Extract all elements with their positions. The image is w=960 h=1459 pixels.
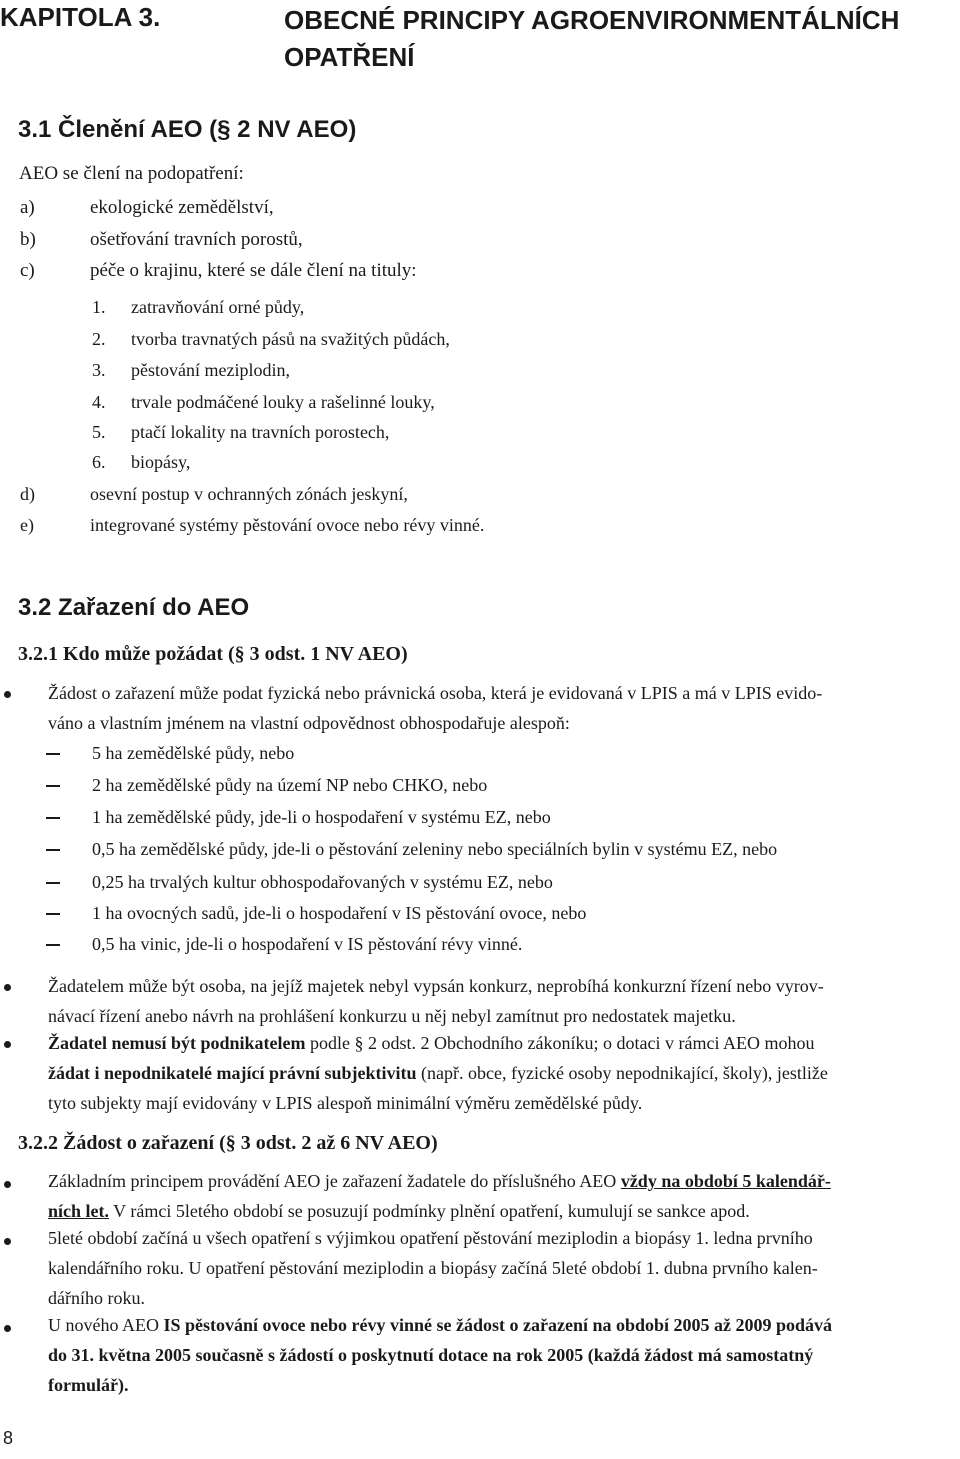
text-run: (např. obce, fyzické osoby nepodnikající, školy), jestliže	[416, 1063, 828, 1083]
section-3-1-intro: AEO se člení na podopatření:	[19, 163, 244, 184]
dash-marker	[46, 882, 60, 884]
chapter-label: KAPITOLA 3.	[0, 2, 161, 32]
text-run: Základním principem provádění AEO je zařazení žadatele do příslušného AEO	[48, 1171, 621, 1191]
text-line	[48, 1166, 831, 1196]
list-item	[20, 255, 417, 287]
dash-marker	[46, 944, 60, 946]
bullet	[4, 1325, 11, 1332]
text-line	[48, 1340, 832, 1370]
section-3-2-1-heading: 3.2.1 Kdo může požádat (§ 3 odst. 1 NV AEO)	[18, 643, 408, 665]
list-text: integrované systémy pěstování ovoce nebo révy vinné.	[90, 515, 485, 535]
item-text: zatravňování orné půdy,	[131, 297, 305, 317]
bold-text: do 31. května 2005 současně s žádostí o poskytnutí dotace na rok 2005 (každá žádost má samostatný	[48, 1345, 814, 1365]
numbered-item	[92, 354, 290, 386]
list-item: 2 ha zemědělské půdy na území NP nebo CHKO, nebo	[92, 775, 488, 795]
item-number: 5.	[92, 422, 106, 442]
chapter-title: OBECNÉ PRINCIPY AGROENVIRONMENTÁLNÍCH OPATŘENÍ	[284, 5, 900, 72]
text-line	[48, 1370, 832, 1400]
item-number: 6.	[92, 452, 106, 472]
bold-text: formulář).	[48, 1375, 129, 1395]
list-item	[20, 509, 485, 541]
item-number: 2.	[92, 329, 106, 349]
bullet	[4, 1238, 11, 1245]
text-line	[48, 1058, 828, 1088]
bold-text: žádat i nepodnikatelé mající právní subjektivitu	[48, 1063, 417, 1083]
bullet	[4, 1041, 11, 1048]
numbered-item	[92, 416, 390, 448]
paragraph	[48, 1166, 831, 1226]
numbered-item	[92, 291, 305, 323]
list-text: ošetřování travních porostů,	[90, 229, 303, 250]
list-item: 0,25 ha trvalých kultur obhospodařovaných v systému EZ, nebo	[92, 872, 553, 892]
bold-underlined-text: vždy na období 5 kalendář-	[620, 1171, 831, 1191]
paragraph	[48, 1310, 832, 1400]
list-item: 1 ha zemědělské půdy, jde-li o hospodaření v systému EZ, nebo	[92, 807, 551, 827]
text-line: 5leté období začíná u všech opatření s výjimkou opatření pěstování meziplodin a biopásy 1. ledna prvního	[48, 1228, 813, 1248]
list-letter: c)	[20, 260, 35, 281]
text-line	[48, 1028, 828, 1058]
list-letter: d)	[20, 484, 35, 504]
list-letter: e)	[20, 515, 34, 535]
item-text: pěstování meziplodin,	[131, 360, 290, 380]
text-line: váno a vlastním jménem na vlastní odpovědnost obhospodařuje alespoň:	[48, 713, 570, 733]
page-number: 8	[3, 1428, 14, 1448]
text-line: Žádost o zařazení může podat fyzická nebo právnická osoba, která je evidovaná v LPIS a má v LPIS evido-	[48, 683, 823, 703]
numbered-item	[92, 323, 450, 355]
text-run: U nového AEO	[48, 1315, 164, 1335]
text-line	[48, 1310, 832, 1340]
list-item: 1 ha ovocných sadů, jde-li o hospodaření v IS pěstování ovoce, nebo	[92, 903, 587, 923]
text-line: kalendářního roku. U opatření pěstování meziplodin a biopásy začíná 5leté období 1. dubna prvního kalen-	[48, 1258, 818, 1278]
bullet	[4, 1181, 11, 1188]
text-line: dářního roku.	[48, 1288, 145, 1308]
section-3-1-heading: 3.1 Členění AEO (§ 2 NV AEO)	[18, 116, 357, 143]
item-text: trvale podmáčené louky a rašelinné louky,	[131, 392, 435, 412]
text-line: Žadatelem může být osoba, na jejíž majetek nebyl vypsán konkurz, neprobíhá konkurzní řízení nebo vyrov-	[48, 976, 824, 996]
text-line: návací řízení anebo návrh na prohlášení konkurzu u něj nebyl zamítnut pro nedostatek majetku.	[48, 1006, 736, 1026]
section-3-2-2-heading: 3.2.2 Žádost o zařazení (§ 3 odst. 2 až 6 NV AEO)	[18, 1132, 438, 1154]
item-number: 3.	[92, 360, 106, 380]
list-item: 5 ha zemědělské půdy, nebo	[92, 743, 295, 763]
item-text: ptačí lokality na travních porostech,	[131, 422, 390, 442]
list-text: osevní postup v ochranných zónách jeskyní,	[90, 484, 408, 504]
list-item: 0,5 ha vinic, jde-li o hospodaření v IS pěstování révy vinné.	[92, 934, 523, 954]
item-number: 1.	[92, 297, 106, 317]
list-text: péče o krajinu, které se dále člení na tituly:	[90, 260, 417, 281]
section-3-2-heading: 3.2 Zařazení do AEO	[18, 594, 250, 621]
list-text: ekologické zemědělství,	[90, 197, 274, 218]
dash-marker	[46, 817, 60, 819]
paragraph	[48, 678, 822, 738]
list-letter: b)	[20, 229, 36, 250]
text-run: V rámci 5letého období se posuzují podmínky plnění opatření, kumulují se sankce apod.	[109, 1201, 750, 1221]
paragraph	[48, 1223, 818, 1313]
text-line	[48, 1196, 831, 1226]
dash-marker	[46, 913, 60, 915]
text-run: podle § 2 odst. 2 Obchodního zákoníku; o dotaci v rámci AEO mohou	[305, 1033, 815, 1053]
list-item	[20, 478, 408, 510]
bold-text: IS pěstování ovoce nebo révy vinné se žádost o zařazení na období 2005 až 2009 podává	[163, 1315, 833, 1335]
bullet	[4, 984, 11, 991]
list-item: 0,5 ha zemědělské půdy, jde-li o pěstování zeleniny nebo speciálních bylin v systému EZ, nebo	[92, 839, 778, 859]
bullet	[4, 691, 11, 698]
dash-marker	[46, 849, 60, 851]
text-line: tyto subjekty mají evidovány v LPIS alespoň minimální výměru zemědělské půdy.	[48, 1093, 643, 1113]
numbered-item	[92, 446, 191, 478]
item-text: tvorba travnatých pásů na svažitých půdách,	[131, 329, 450, 349]
list-item	[20, 192, 274, 224]
paragraph	[48, 971, 824, 1031]
bold-underlined-text: ních let.	[48, 1201, 109, 1221]
list-letter: a)	[20, 197, 35, 218]
item-number: 4.	[92, 392, 106, 412]
dash-marker	[46, 753, 60, 755]
paragraph	[48, 1028, 828, 1118]
list-item	[20, 224, 303, 256]
numbered-item	[92, 386, 435, 418]
dash-marker	[46, 785, 60, 787]
bold-text: Žadatel nemusí být podnikatelem	[48, 1033, 306, 1053]
item-text: biopásy,	[131, 452, 191, 472]
